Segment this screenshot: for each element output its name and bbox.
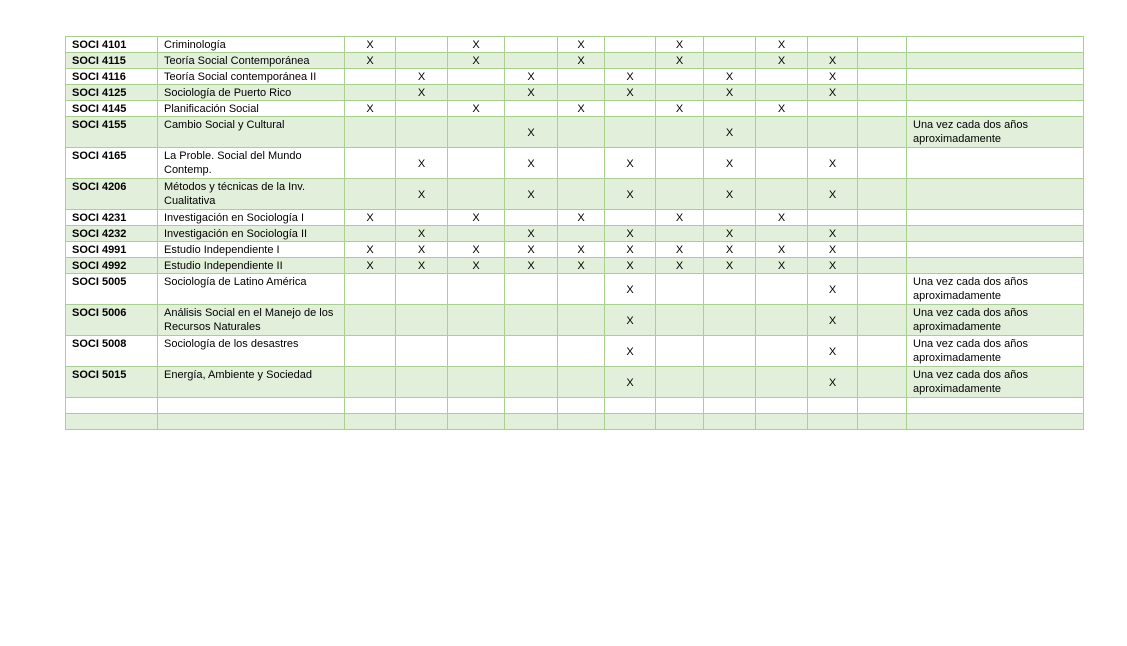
- term-mark-cell: X: [558, 210, 605, 226]
- term-mark-cell: [656, 398, 704, 414]
- term-mark-cell: [858, 274, 907, 305]
- term-mark-cell: [345, 69, 396, 85]
- course-name-cell: Planificación Social: [158, 101, 345, 117]
- term-mark-cell: [345, 367, 396, 398]
- course-note-cell: [907, 85, 1084, 101]
- term-mark-cell: X: [448, 101, 505, 117]
- term-mark-cell: [858, 117, 907, 148]
- course-code-cell: SOCI 4125: [66, 85, 158, 101]
- term-mark-cell: [448, 179, 505, 210]
- term-mark-cell: [704, 414, 756, 430]
- term-mark-cell: [505, 37, 558, 53]
- term-mark-cell: X: [396, 148, 448, 179]
- term-mark-cell: X: [605, 367, 656, 398]
- course-name-cell: Análisis Social en el Manejo de los Recursos Naturales: [158, 305, 345, 336]
- term-mark-cell: X: [345, 53, 396, 69]
- term-mark-cell: X: [605, 274, 656, 305]
- term-mark-cell: X: [396, 226, 448, 242]
- term-mark-cell: [345, 85, 396, 101]
- course-code-cell: SOCI 4165: [66, 148, 158, 179]
- term-mark-cell: [396, 367, 448, 398]
- term-mark-cell: [448, 414, 505, 430]
- course-note-cell: [907, 242, 1084, 258]
- course-note-cell: [907, 69, 1084, 85]
- term-mark-cell: X: [656, 242, 704, 258]
- term-mark-cell: X: [808, 274, 858, 305]
- term-mark-cell: X: [558, 242, 605, 258]
- term-mark-cell: [808, 37, 858, 53]
- term-mark-cell: [345, 148, 396, 179]
- term-mark-cell: [605, 398, 656, 414]
- term-mark-cell: X: [396, 179, 448, 210]
- term-mark-cell: [605, 101, 656, 117]
- course-code-cell: SOCI 4145: [66, 101, 158, 117]
- term-mark-cell: [345, 117, 396, 148]
- table-row: [66, 398, 1084, 414]
- term-mark-cell: [558, 398, 605, 414]
- term-mark-cell: X: [558, 258, 605, 274]
- course-note-cell: Una vez cada dos años aproximadamente: [907, 305, 1084, 336]
- term-mark-cell: [605, 414, 656, 430]
- term-mark-cell: [656, 414, 704, 430]
- term-mark-cell: X: [448, 210, 505, 226]
- term-mark-cell: [756, 398, 808, 414]
- term-mark-cell: [558, 414, 605, 430]
- term-mark-cell: [656, 117, 704, 148]
- course-note-cell: [907, 258, 1084, 274]
- term-mark-cell: X: [605, 85, 656, 101]
- course-code-cell: SOCI 4231: [66, 210, 158, 226]
- term-mark-cell: [605, 37, 656, 53]
- term-mark-cell: X: [756, 258, 808, 274]
- term-mark-cell: [505, 367, 558, 398]
- term-mark-cell: [558, 336, 605, 367]
- term-mark-cell: [704, 53, 756, 69]
- term-mark-cell: [858, 367, 907, 398]
- term-mark-cell: [345, 398, 396, 414]
- course-note-cell: [907, 179, 1084, 210]
- term-mark-cell: [656, 179, 704, 210]
- term-mark-cell: X: [808, 258, 858, 274]
- term-mark-cell: X: [505, 242, 558, 258]
- term-mark-cell: X: [605, 179, 656, 210]
- term-mark-cell: X: [396, 258, 448, 274]
- term-mark-cell: [558, 179, 605, 210]
- term-mark-cell: X: [345, 258, 396, 274]
- term-mark-cell: X: [558, 37, 605, 53]
- term-mark-cell: [858, 37, 907, 53]
- term-mark-cell: [858, 398, 907, 414]
- term-mark-cell: [448, 398, 505, 414]
- term-mark-cell: X: [345, 242, 396, 258]
- table-row: [66, 258, 1084, 274]
- term-mark-cell: [756, 148, 808, 179]
- table-row: [66, 69, 1084, 85]
- term-mark-cell: [345, 226, 396, 242]
- term-mark-cell: [605, 117, 656, 148]
- course-note-cell: Una vez cada dos años aproximadamente: [907, 367, 1084, 398]
- term-mark-cell: [396, 210, 448, 226]
- term-mark-cell: [704, 210, 756, 226]
- term-mark-cell: [396, 398, 448, 414]
- table-row: [66, 305, 1084, 336]
- term-mark-cell: X: [704, 179, 756, 210]
- term-mark-cell: [704, 37, 756, 53]
- term-mark-cell: [656, 85, 704, 101]
- term-mark-cell: X: [756, 242, 808, 258]
- course-note-cell: Una vez cada dos años aproximadamente: [907, 336, 1084, 367]
- course-name-cell: Criminología: [158, 37, 345, 53]
- term-mark-cell: [345, 179, 396, 210]
- term-mark-cell: X: [505, 117, 558, 148]
- term-mark-cell: [558, 69, 605, 85]
- course-name-cell: Teoría Social contemporánea II: [158, 69, 345, 85]
- term-mark-cell: [345, 305, 396, 336]
- table-row: [66, 37, 1084, 53]
- term-mark-cell: [505, 53, 558, 69]
- term-mark-cell: X: [808, 336, 858, 367]
- term-mark-cell: [396, 274, 448, 305]
- table-row: [66, 53, 1084, 69]
- term-mark-cell: [448, 148, 505, 179]
- term-mark-cell: X: [448, 242, 505, 258]
- term-mark-cell: [858, 148, 907, 179]
- term-mark-cell: [808, 117, 858, 148]
- term-mark-cell: X: [808, 242, 858, 258]
- term-mark-cell: [505, 101, 558, 117]
- course-code-cell: SOCI 4116: [66, 69, 158, 85]
- term-mark-cell: [396, 414, 448, 430]
- term-mark-cell: [448, 274, 505, 305]
- term-mark-cell: X: [605, 305, 656, 336]
- term-mark-cell: [505, 210, 558, 226]
- term-mark-cell: [505, 274, 558, 305]
- term-mark-cell: X: [396, 69, 448, 85]
- course-note-cell: Una vez cada dos años aproximadamente: [907, 117, 1084, 148]
- course-name-cell: Estudio Independiente II: [158, 258, 345, 274]
- term-mark-cell: X: [505, 226, 558, 242]
- term-mark-cell: [704, 336, 756, 367]
- term-mark-cell: [605, 210, 656, 226]
- course-code-cell: SOCI 5005: [66, 274, 158, 305]
- term-mark-cell: [656, 367, 704, 398]
- term-mark-cell: X: [756, 210, 808, 226]
- term-mark-cell: [505, 305, 558, 336]
- term-mark-cell: X: [656, 101, 704, 117]
- term-mark-cell: [756, 226, 808, 242]
- term-mark-cell: X: [808, 148, 858, 179]
- term-mark-cell: X: [704, 117, 756, 148]
- term-mark-cell: [505, 398, 558, 414]
- term-mark-cell: [808, 210, 858, 226]
- course-code-cell: SOCI 5015: [66, 367, 158, 398]
- term-mark-cell: [704, 101, 756, 117]
- course-name-cell: [158, 414, 345, 430]
- term-mark-cell: [345, 274, 396, 305]
- term-mark-cell: X: [448, 258, 505, 274]
- table-row: [66, 367, 1084, 398]
- term-mark-cell: [558, 274, 605, 305]
- term-mark-cell: X: [808, 305, 858, 336]
- table-row: [66, 242, 1084, 258]
- term-mark-cell: X: [396, 85, 448, 101]
- term-mark-cell: [605, 53, 656, 69]
- term-mark-cell: [704, 274, 756, 305]
- term-mark-cell: X: [558, 53, 605, 69]
- course-note-cell: [907, 210, 1084, 226]
- term-mark-cell: [396, 37, 448, 53]
- table-row: [66, 85, 1084, 101]
- course-name-cell: Sociología de los desastres: [158, 336, 345, 367]
- term-mark-cell: [704, 305, 756, 336]
- term-mark-cell: [448, 85, 505, 101]
- course-note-cell: [907, 226, 1084, 242]
- term-mark-cell: [808, 414, 858, 430]
- term-mark-cell: X: [704, 226, 756, 242]
- course-code-cell: [66, 398, 158, 414]
- term-mark-cell: [656, 305, 704, 336]
- term-mark-cell: X: [605, 148, 656, 179]
- term-mark-cell: [756, 117, 808, 148]
- course-offering-table: [65, 36, 1084, 430]
- term-mark-cell: [858, 210, 907, 226]
- term-mark-cell: [396, 305, 448, 336]
- table-row: [66, 414, 1084, 430]
- term-mark-cell: [858, 101, 907, 117]
- course-code-cell: SOCI 4101: [66, 37, 158, 53]
- term-mark-cell: X: [656, 258, 704, 274]
- table-row: [66, 226, 1084, 242]
- term-mark-cell: [858, 242, 907, 258]
- table-row: [66, 179, 1084, 210]
- course-name-cell: Investigación en Sociología II: [158, 226, 345, 242]
- table-row: [66, 274, 1084, 305]
- term-mark-cell: [858, 226, 907, 242]
- course-code-cell: SOCI 4232: [66, 226, 158, 242]
- table-row: [66, 117, 1084, 148]
- term-mark-cell: X: [448, 37, 505, 53]
- course-code-cell: SOCI 5008: [66, 336, 158, 367]
- term-mark-cell: [558, 117, 605, 148]
- term-mark-cell: [505, 336, 558, 367]
- term-mark-cell: X: [756, 53, 808, 69]
- course-name-cell: La Proble. Social del Mundo Contemp.: [158, 148, 345, 179]
- course-note-cell: [907, 101, 1084, 117]
- term-mark-cell: [756, 85, 808, 101]
- term-mark-cell: [558, 305, 605, 336]
- course-note-cell: [907, 414, 1084, 430]
- term-mark-cell: [858, 85, 907, 101]
- term-mark-cell: X: [605, 69, 656, 85]
- term-mark-cell: [858, 69, 907, 85]
- term-mark-cell: [448, 226, 505, 242]
- term-mark-cell: [756, 179, 808, 210]
- term-mark-cell: X: [345, 37, 396, 53]
- term-mark-cell: X: [808, 367, 858, 398]
- term-mark-cell: X: [656, 53, 704, 69]
- term-mark-cell: [858, 414, 907, 430]
- course-note-cell: [907, 37, 1084, 53]
- term-mark-cell: [704, 367, 756, 398]
- term-mark-cell: X: [605, 258, 656, 274]
- term-mark-cell: [448, 305, 505, 336]
- term-mark-cell: X: [345, 210, 396, 226]
- term-mark-cell: X: [605, 336, 656, 367]
- term-mark-cell: X: [505, 258, 558, 274]
- term-mark-cell: [756, 367, 808, 398]
- term-mark-cell: [558, 85, 605, 101]
- course-code-cell: SOCI 4206: [66, 179, 158, 210]
- course-name-cell: [158, 398, 345, 414]
- term-mark-cell: [656, 69, 704, 85]
- term-mark-cell: [448, 117, 505, 148]
- term-mark-cell: X: [396, 242, 448, 258]
- term-mark-cell: [756, 69, 808, 85]
- term-mark-cell: X: [704, 258, 756, 274]
- term-mark-cell: [448, 367, 505, 398]
- term-mark-cell: X: [656, 37, 704, 53]
- term-mark-cell: X: [808, 53, 858, 69]
- term-mark-cell: [448, 69, 505, 85]
- term-mark-cell: X: [704, 242, 756, 258]
- course-code-cell: [66, 414, 158, 430]
- term-mark-cell: [558, 226, 605, 242]
- term-mark-cell: X: [345, 101, 396, 117]
- course-name-cell: Cambio Social y Cultural: [158, 117, 345, 148]
- course-name-cell: Teoría Social Contemporánea: [158, 53, 345, 69]
- term-mark-cell: [858, 53, 907, 69]
- table-row: [66, 210, 1084, 226]
- course-code-cell: SOCI 5006: [66, 305, 158, 336]
- term-mark-cell: [858, 258, 907, 274]
- table-body: [66, 37, 1084, 430]
- term-mark-cell: [345, 336, 396, 367]
- term-mark-cell: [396, 117, 448, 148]
- term-mark-cell: X: [704, 85, 756, 101]
- course-name-cell: Métodos y técnicas de la Inv. Cualitativa: [158, 179, 345, 210]
- course-note-cell: Una vez cada dos años aproximadamente: [907, 274, 1084, 305]
- course-name-cell: Estudio Independiente I: [158, 242, 345, 258]
- course-code-cell: SOCI 4115: [66, 53, 158, 69]
- term-mark-cell: [704, 398, 756, 414]
- term-mark-cell: X: [808, 226, 858, 242]
- term-mark-cell: [448, 336, 505, 367]
- term-mark-cell: X: [704, 69, 756, 85]
- course-note-cell: [907, 53, 1084, 69]
- term-mark-cell: X: [605, 242, 656, 258]
- term-mark-cell: [505, 414, 558, 430]
- term-mark-cell: [345, 414, 396, 430]
- term-mark-cell: X: [808, 179, 858, 210]
- term-mark-cell: [858, 305, 907, 336]
- course-code-cell: SOCI 4992: [66, 258, 158, 274]
- term-mark-cell: X: [505, 85, 558, 101]
- term-mark-cell: [396, 53, 448, 69]
- term-mark-cell: [656, 274, 704, 305]
- term-mark-cell: [756, 305, 808, 336]
- term-mark-cell: X: [808, 69, 858, 85]
- term-mark-cell: X: [558, 101, 605, 117]
- table-row: [66, 336, 1084, 367]
- term-mark-cell: X: [756, 101, 808, 117]
- course-code-cell: SOCI 4155: [66, 117, 158, 148]
- term-mark-cell: X: [704, 148, 756, 179]
- term-mark-cell: [656, 226, 704, 242]
- term-mark-cell: X: [605, 226, 656, 242]
- table-row: [66, 148, 1084, 179]
- term-mark-cell: [656, 336, 704, 367]
- term-mark-cell: [396, 101, 448, 117]
- term-mark-cell: [656, 148, 704, 179]
- term-mark-cell: [808, 101, 858, 117]
- term-mark-cell: [756, 274, 808, 305]
- course-name-cell: Sociología de Latino América: [158, 274, 345, 305]
- term-mark-cell: [808, 398, 858, 414]
- table-row: [66, 101, 1084, 117]
- course-name-cell: Sociología de Puerto Rico: [158, 85, 345, 101]
- term-mark-cell: X: [505, 148, 558, 179]
- term-mark-cell: [396, 336, 448, 367]
- term-mark-cell: X: [656, 210, 704, 226]
- course-code-cell: SOCI 4991: [66, 242, 158, 258]
- term-mark-cell: [858, 336, 907, 367]
- term-mark-cell: [756, 336, 808, 367]
- course-note-cell: [907, 398, 1084, 414]
- course-name-cell: Energía, Ambiente y Sociedad: [158, 367, 345, 398]
- term-mark-cell: X: [448, 53, 505, 69]
- term-mark-cell: X: [756, 37, 808, 53]
- term-mark-cell: [558, 367, 605, 398]
- term-mark-cell: X: [505, 179, 558, 210]
- term-mark-cell: X: [808, 85, 858, 101]
- term-mark-cell: [756, 414, 808, 430]
- term-mark-cell: [858, 179, 907, 210]
- course-note-cell: [907, 148, 1084, 179]
- term-mark-cell: [558, 148, 605, 179]
- term-mark-cell: X: [505, 69, 558, 85]
- course-name-cell: Investigación en Sociología I: [158, 210, 345, 226]
